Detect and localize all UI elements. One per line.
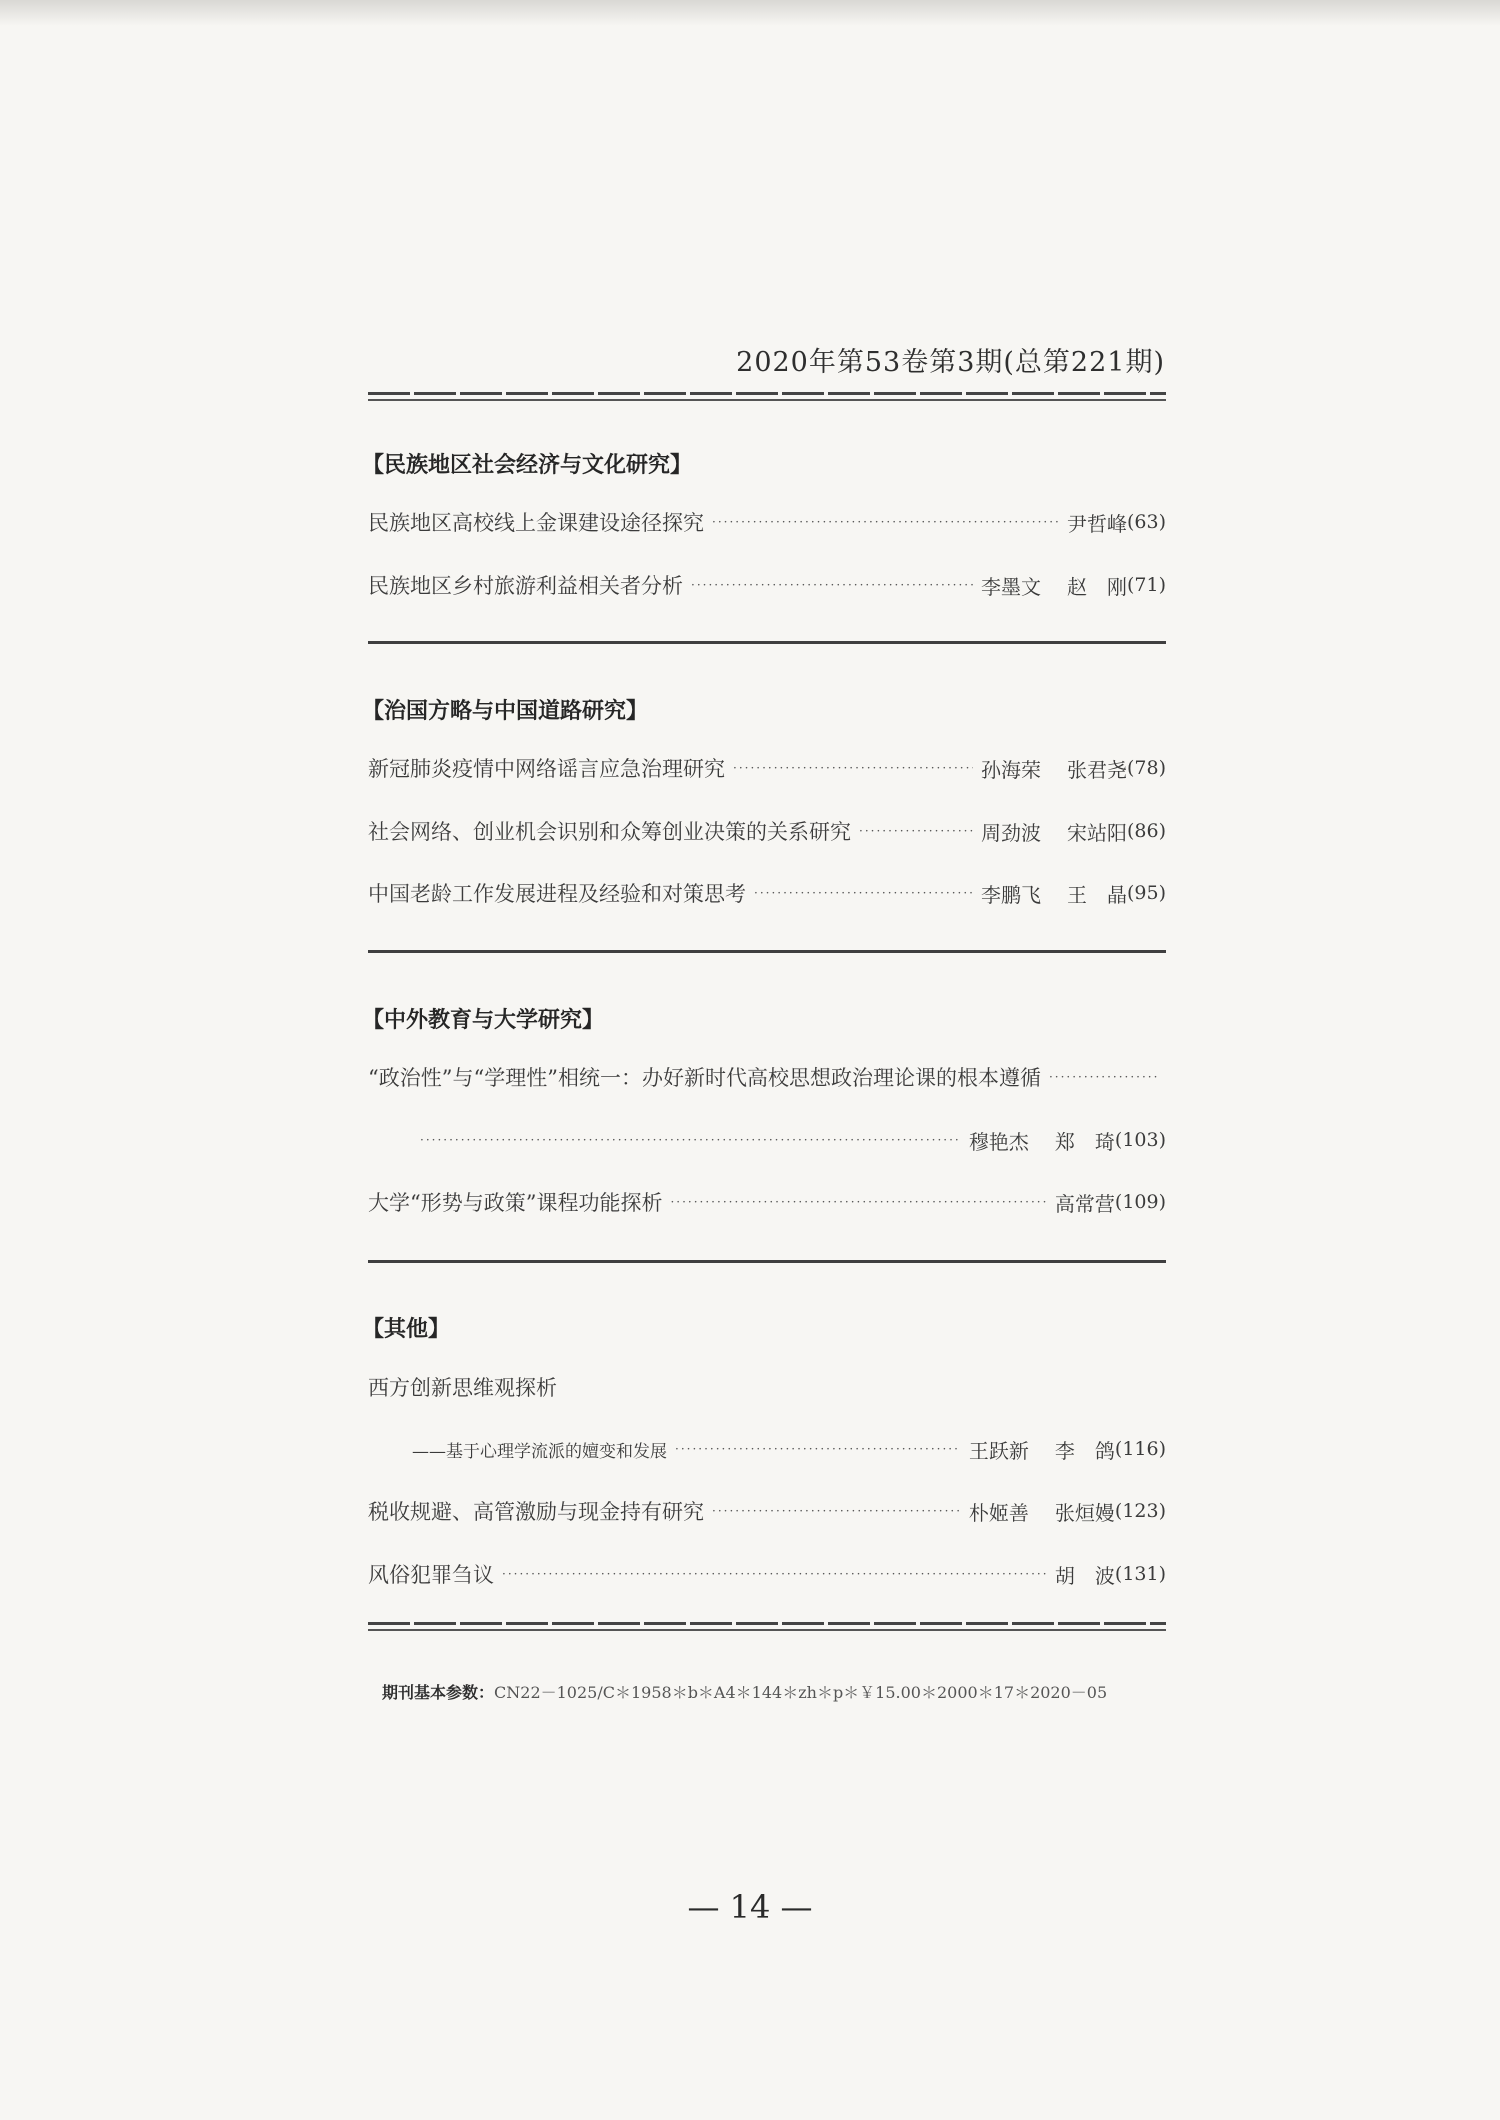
issue-header: 2020年第53卷第3期(总第221期) [736, 347, 1165, 378]
entry-authors [1055, 1560, 1115, 1589]
section-title: 【中外教育与大学研究】 [362, 1008, 605, 1033]
entry-page: (86) [1126, 820, 1166, 842]
entry-title: 风俗犯罪刍议 [368, 1563, 494, 1587]
author: 李鹏飞 [980, 882, 1041, 907]
entry-title: 民族地区乡村旅游利益相关者分析 [368, 574, 683, 598]
journal-parameters [382, 1680, 1107, 1703]
author: 李墨文 [980, 574, 1041, 599]
author: 郑 琦 [1054, 1129, 1115, 1154]
author: 赵 刚 [1066, 574, 1127, 599]
entry-title: “政治性”与“学理性”相统一：办好新时代高校思想政治理论课的根本遵循 [368, 1066, 1041, 1090]
dot-leader [420, 1133, 961, 1147]
parameters-value: CN22－1025/C＊1958＊b＊A4＊144＊zh＊p＊￥15.00＊2000＊17＊2020－05 [494, 1683, 1108, 1702]
toc-entry[interactable] [368, 876, 1166, 910]
toc-entry-line-2[interactable] [412, 1123, 1166, 1157]
entry-page: (71) [1126, 574, 1166, 596]
entry-title: 社会网络、创业机会识别和众筹创业决策的关系研究 [368, 820, 851, 844]
entry-authors [969, 1126, 1115, 1155]
author: 张君尧 [1066, 757, 1127, 782]
section-rule [368, 641, 1166, 644]
author: 王 晶 [1066, 882, 1127, 907]
bottom-double-rule [368, 1622, 1166, 1634]
toc-entry-line-1[interactable] [368, 1370, 1166, 1404]
entry-page: (95) [1126, 882, 1166, 904]
entry-authors [1067, 508, 1127, 537]
top-double-rule [368, 392, 1166, 404]
toc-entry[interactable] [368, 814, 1166, 848]
entry-title: 西方创新思维观探析 [368, 1376, 557, 1400]
dot-leader [670, 1195, 1046, 1209]
dot-leader [712, 1504, 961, 1518]
entry-subtitle: ——基于心理学流派的嬗变和发展 [412, 1441, 667, 1462]
toc-entry[interactable] [368, 751, 1166, 785]
entry-authors [969, 1497, 1115, 1526]
entry-authors [981, 879, 1127, 908]
entry-title: 大学“形势与政策”课程功能探析 [368, 1191, 663, 1215]
author: 孙海荣 [980, 757, 1041, 782]
dot-leader [754, 886, 973, 900]
author: 穆艳杰 [968, 1129, 1029, 1154]
entry-page: (63) [1126, 511, 1166, 533]
entry-page: (131) [1114, 1563, 1166, 1585]
dot-leader [1049, 1070, 1158, 1084]
author: 朴姬善 [968, 1500, 1029, 1525]
entry-page: (109) [1114, 1191, 1166, 1213]
parameters-label: 期刊基本参数： [382, 1683, 495, 1702]
entry-page: (78) [1126, 757, 1166, 779]
dot-leader [675, 1442, 961, 1456]
toc-entry-line-1[interactable] [368, 1060, 1166, 1094]
entry-authors [969, 1435, 1115, 1464]
dot-leader [502, 1567, 1047, 1581]
entry-title: 新冠肺炎疫情中网络谣言应急治理研究 [368, 757, 725, 781]
author: 宋站阳 [1066, 820, 1127, 845]
dot-leader [712, 515, 1059, 529]
entry-page: (116) [1114, 1438, 1166, 1460]
entry-title: 中国老龄工作发展进程及经验和对策思考 [368, 882, 746, 906]
dot-leader [859, 824, 973, 838]
author: 李 鸽 [1054, 1438, 1115, 1463]
author: 张烜嫚 [1054, 1500, 1115, 1525]
entry-authors [981, 817, 1127, 846]
author: 尹哲峰 [1066, 511, 1127, 536]
toc-entry-line-2[interactable] [412, 1432, 1166, 1466]
entry-authors [981, 754, 1127, 783]
page-number: — 14 — [687, 1888, 813, 1926]
dot-leader [691, 578, 973, 592]
section-rule [368, 950, 1166, 953]
entry-page: (123) [1114, 1500, 1166, 1522]
author: 胡 波 [1054, 1563, 1115, 1588]
entry-title: 民族地区高校线上金课建设途径探究 [368, 511, 704, 535]
toc-entry[interactable] [368, 1557, 1166, 1591]
entry-title: 税收规避、高管激励与现金持有研究 [368, 1500, 704, 1524]
section-title: 【其他】 [362, 1317, 451, 1342]
scan-edge-shadow [0, 0, 1500, 26]
entry-authors [981, 571, 1127, 600]
author: 周劲波 [980, 820, 1041, 845]
author: 王跃新 [968, 1438, 1029, 1463]
section-title: 【民族地区社会经济与文化研究】 [362, 453, 693, 478]
toc-entry[interactable] [368, 1494, 1166, 1528]
entry-authors [1055, 1188, 1115, 1217]
section-rule [368, 1260, 1166, 1263]
entry-page: (103) [1114, 1129, 1166, 1151]
toc-entry[interactable] [368, 1185, 1166, 1219]
author: 高常营 [1054, 1191, 1115, 1216]
toc-entry[interactable] [368, 505, 1166, 539]
section-title: 【治国方略与中国道路研究】 [362, 699, 649, 724]
dot-leader [733, 761, 973, 775]
toc-entry[interactable] [368, 568, 1166, 602]
